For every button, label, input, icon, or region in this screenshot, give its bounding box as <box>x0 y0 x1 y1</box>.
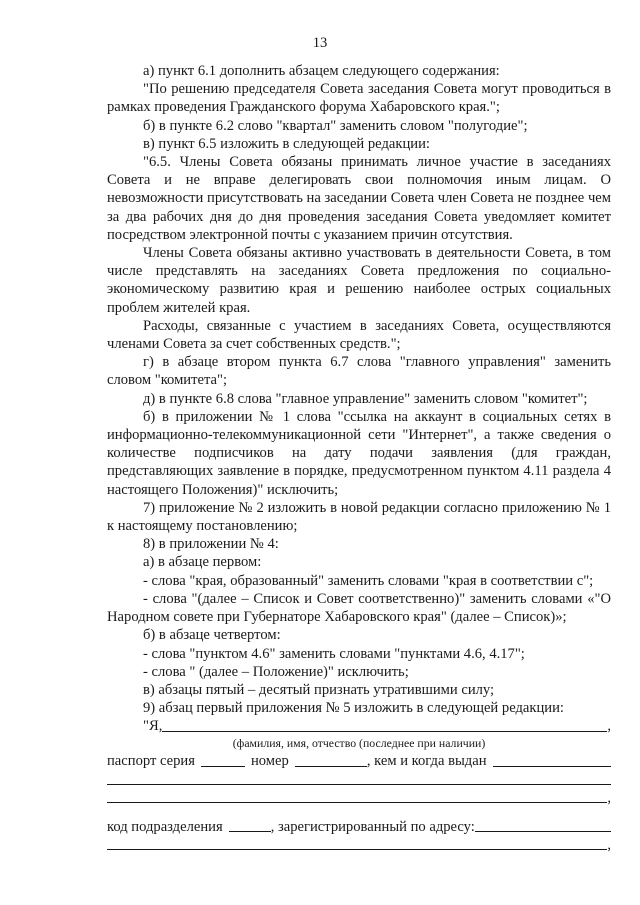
issued-blank[interactable] <box>493 765 611 767</box>
paragraph: а) в абзаце первом: <box>143 554 262 571</box>
paragraph: б) в пункте 6.2 слово "квартал" заменить словом "полугодие"; <box>143 117 528 134</box>
issued-blank-continued[interactable] <box>107 783 611 785</box>
form-blank-line <box>107 836 611 854</box>
form-name-line <box>107 717 611 735</box>
form-comma: , <box>607 837 611 854</box>
form-comma: , <box>607 718 611 735</box>
paragraph: - слова "(далее – Список и Совет соответственно)" заменить словами «"О Народном совете при Губернаторе Хабаровского края" (далее – Список)»; <box>107 590 611 626</box>
issued-blank-continued[interactable] <box>107 801 607 803</box>
form-blank-line <box>107 789 611 807</box>
form-ya-label: "Я, <box>143 718 163 735</box>
paragraph: 9) абзац первый приложения № 5 изложить в следующей редакции: <box>143 700 564 717</box>
division-code-blank[interactable] <box>229 831 271 832</box>
paragraph: д) в пункте 6.8 слова "главное управление" заменить словом "комитет"; <box>143 390 588 407</box>
form-address-line <box>107 818 611 836</box>
registered-label: , зарегистрированный по адресу: <box>270 819 475 836</box>
paragraph: - слова " (далее – Положение)" исключить; <box>143 663 409 680</box>
paragraph: 7) приложение № 2 изложить в новой редакции согласно приложению № 1 к настоящему постановлению; <box>107 499 611 535</box>
paragraph: "6.5. Члены Совета обязаны принимать личное участие в заседаниях Совета и не вправе делегировать свои полномочия иным лицам. О невозможности присутствовать на заседании Совета член Совета не позднее чем за два рабочих дня до дня проведения заседания Совета уведомляет комитет посредством электронной почты с указанием причин отсутствия. <box>107 154 611 243</box>
address-blank-continued[interactable] <box>107 848 607 850</box>
address-blank[interactable] <box>475 830 611 832</box>
fio-hint: (фамилия, имя, отчество (последнее при наличии) <box>232 735 486 750</box>
passport-series-label: паспорт серия <box>107 753 195 770</box>
paragraph: г) в абзаце втором пункта 6.7 слова "главного управления" заменить словом "комитета"; <box>107 354 611 389</box>
paragraph: б) в абзаце четвертом: <box>143 627 281 644</box>
name-blank[interactable] <box>162 730 607 732</box>
passport-number-blank[interactable] <box>295 766 367 767</box>
paragraph: б) в приложении № 1 слова "ссылка на аккаунт в социальных сетях в информационно-телекоммуникационной сети "Интернет", а также сведения о количестве подписчиков на дату подачи заявления (для граждан, представляющих заявление в порядке, предусмотренном пунктом 4.11 раздела 4 настоящего Положения)" исключить; <box>107 408 611 498</box>
paragraph: а) пункт 6.1 дополнить абзацем следующего содержания: <box>143 63 500 79</box>
paragraph: Члены Совета обязаны активно участвовать в деятельности Совета, в том числе представлять на заседаниях Совета предложения по социально-экономическому развитию края и решению наиболее острых социальных проблем жителей края. <box>107 245 611 316</box>
paragraph: - слова "края, образованный" заменить словами "края в соответствии с"; <box>143 572 594 589</box>
paragraph: Расходы, связанные с участием в заседаниях Совета, осуществляются членами Совета за счет собственных средств."; <box>107 317 611 353</box>
document-body <box>107 62 611 854</box>
passport-number-label: номер <box>250 753 289 770</box>
paragraph: в) пункт 6.5 изложить в следующей редакции: <box>143 135 430 152</box>
division-code-label: код подразделения <box>107 819 223 836</box>
form-passport-line <box>107 753 611 771</box>
paragraph: - слова "пунктом 4.6" заменить словами "пунктами 4.6, 4.17"; <box>143 645 525 662</box>
paragraph: "По решению председателя Совета заседания Совета могут проводиться в рамках проведения Гражданского форума Хабаровского края."; <box>107 81 611 116</box>
form-comma: , <box>607 789 611 806</box>
passport-series-blank[interactable] <box>201 766 245 767</box>
form-blank-line <box>107 771 611 789</box>
paragraph: в) абзацы пятый – десятый признать утратившими силу; <box>143 681 495 698</box>
paragraph: 8) в приложении № 4: <box>143 536 279 553</box>
page-number: 13 <box>312 35 328 51</box>
issued-label: , кем и когда выдан <box>366 753 487 770</box>
